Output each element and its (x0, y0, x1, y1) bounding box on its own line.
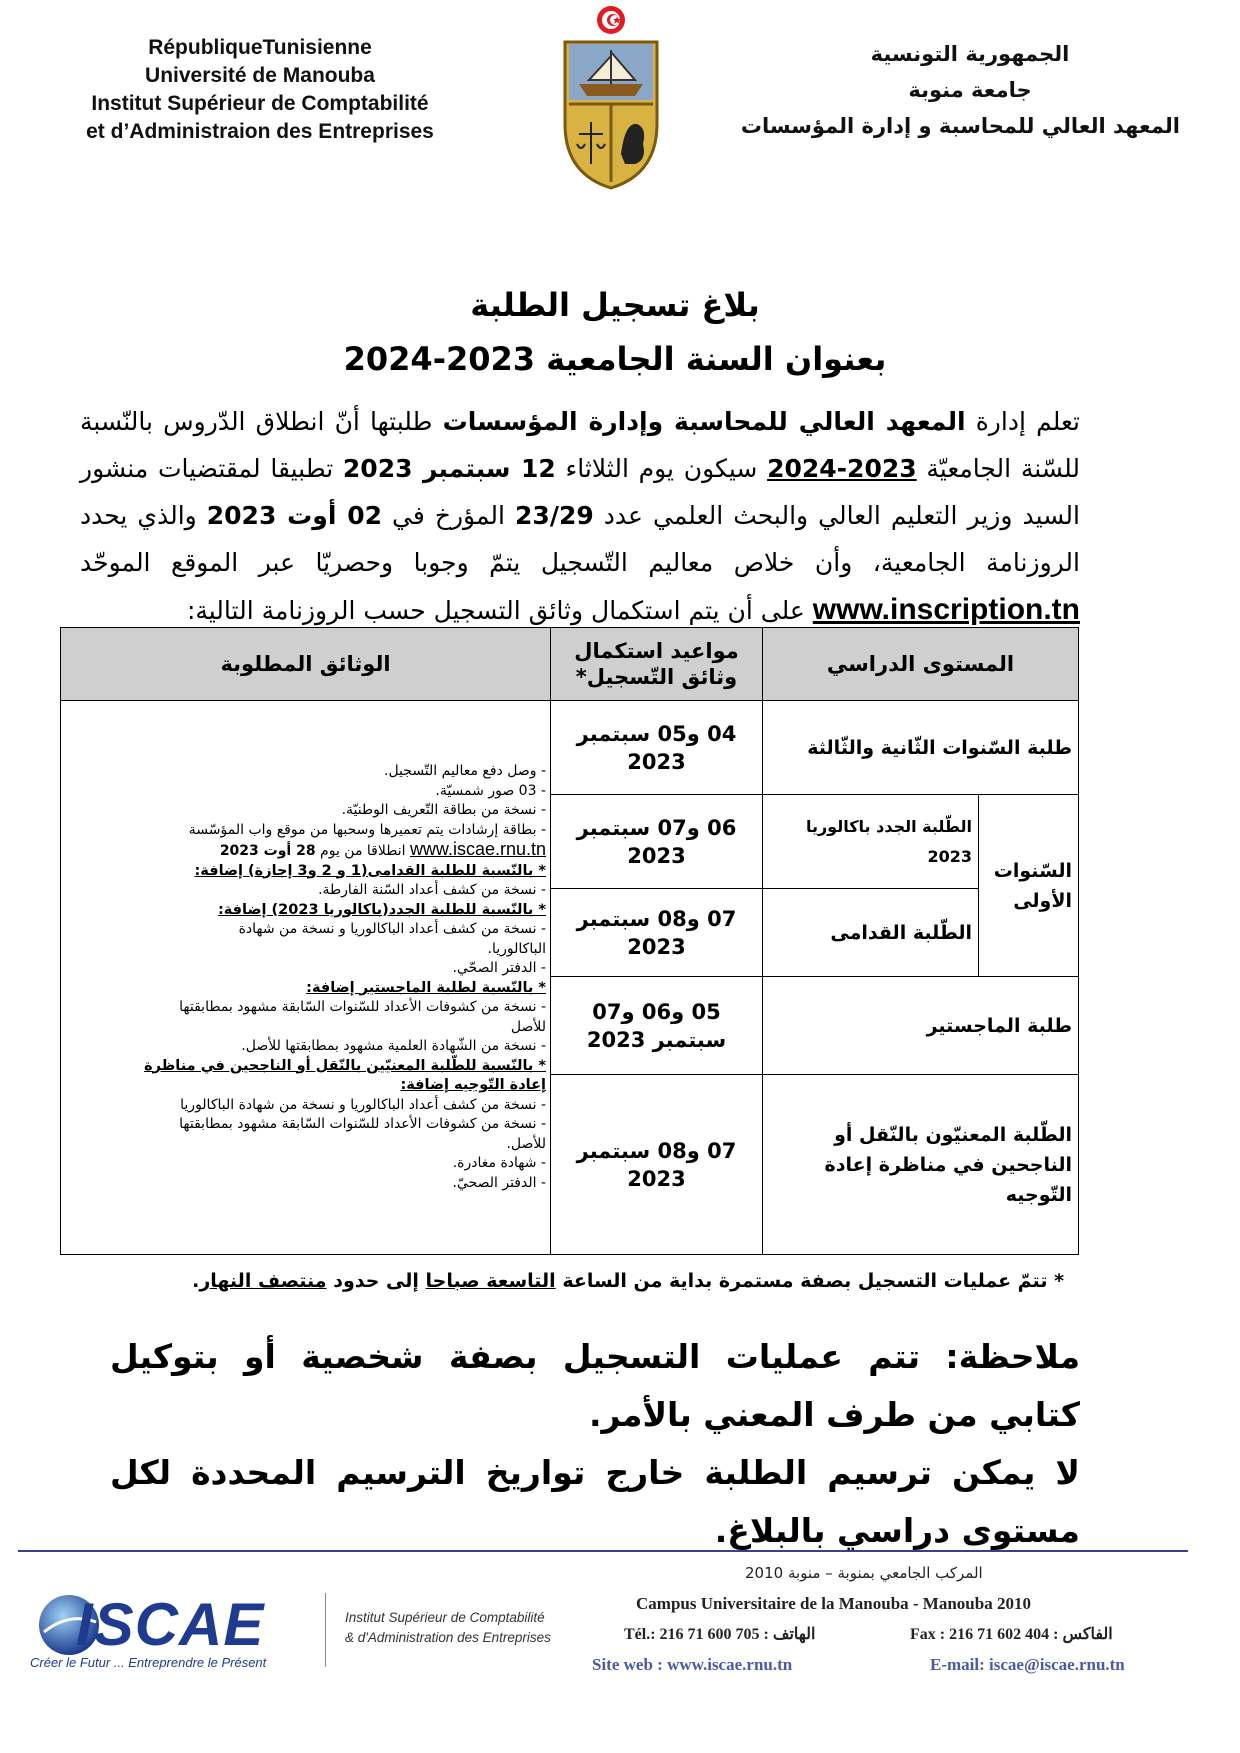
doc-item (65, 840, 546, 862)
header-arabic (740, 36, 1180, 144)
note-proxy: ملاحظة: تتم عمليات التسجيل بصفة شخصية أو بتوكيل كتابي من طرف المعني بالأمر. (110, 1337, 1080, 1434)
note-text: * تتمّ عمليات التسجيل بصفة مستمرة بداية من الساعة (555, 1270, 1064, 1292)
sub-level-cell: الطّلبة القدامى (763, 889, 979, 977)
intro-text: على أن يتم استكمال وثائق التسجيل حسب الروزنامة التالية: (186, 596, 813, 625)
intro-text: والذي يحدد الروزنامة الجامعية، وأن خلاص معاليم التّسجيل يتمّ وجوبا وحصريّا عبر الموقع الموحّد (80, 501, 1080, 577)
level-group-cell: السّنوات الأولى (979, 795, 1079, 977)
title-line-2: بعنوان السنة الجامعية 2023-2024 (343, 340, 887, 378)
registration-hours-note (192, 1270, 1064, 1292)
table-row (61, 701, 1079, 795)
doc-item: - نسخة من كشف أعداد الباكالوريا و نسخة من شهادة (238, 921, 546, 937)
institute-name-footer (345, 1608, 551, 1648)
important-notes (110, 1328, 1080, 1560)
note-end-time: منتصف النهار (199, 1270, 327, 1292)
academic-year: 2023-2024 (767, 454, 917, 483)
doc-text: انطلاقا من يوم (315, 843, 410, 859)
inst-line: & d'Administration des Entreprises (345, 1630, 551, 1645)
header-docs: الوثائق المطلوبة (61, 628, 551, 701)
date-cell: 07 و08 سبتمبر 2023 (551, 889, 763, 977)
date-cell: 04 و05 سبتمبر 2023 (551, 701, 763, 795)
iscae-site-link[interactable]: www.iscae.rnu.tn (409, 839, 546, 859)
note-text: . (192, 1270, 200, 1292)
registration-schedule-table (60, 627, 1079, 1255)
logo-text: ISCAE (76, 1591, 265, 1658)
date-cell: 06 و07 سبتمبر 2023 (551, 795, 763, 889)
telephone: Tél.: 216 71 600 705 : الهاتف (624, 1626, 816, 1643)
header-ar-line: جامعة منوبة (908, 78, 1032, 102)
address-arabic: المركب الجامعي بمنوبة – منوبة 2010 (745, 1564, 983, 1582)
slogan: Créer le Futur ... Entreprendre le Présent (30, 1655, 267, 1670)
doc-item: - الدفتر الصحيّ. (452, 1174, 546, 1191)
inscription-site-link[interactable]: www.inscription.tn (812, 593, 1080, 626)
doc-item: - وصل دفع معاليم التّسجيل. (384, 763, 546, 779)
note-deadline: لا يمكن ترسيم الطلبة خارج تواريخ الترسيم المحددة لكل مستوى دراسي بالبلاغ. (110, 1453, 1080, 1550)
level-cell: الطّلبة المعنيّون بالنّقل أو الناجحين في مناظرة إعادة التّوجيه (763, 1075, 1079, 1255)
doc-item: - الدفتر الصحّي. (452, 960, 546, 976)
doc-item: - شهادة مغادرة. (452, 1155, 546, 1171)
header-fr-line: et d’Administraion des Entreprises (86, 120, 434, 143)
doc-heading: * بالنّسبة لطلبة الماجستير إضافة: (306, 979, 546, 996)
website-link[interactable]: Site web : www.iscae.rnu.tn (592, 1655, 793, 1674)
header-dates: مواعيد استكمال وثائق التّسجيل* (551, 628, 763, 701)
doc-item: - نسخة من الشّهادة العلمية مشهود بمطابقتها للأصل. (241, 1038, 546, 1054)
doc-item: - بطاقة إرشادات يتم تعميرها وسحبها من موقع واب المؤسّسة (188, 821, 546, 838)
doc-date: 28 أوت 2023 (219, 843, 316, 859)
doc-heading: * بالنّسبة للطّلبة المعنيّين بالنّقل أو الناجحين في مناظرة (144, 1057, 546, 1074)
title-line-1: بلاغ تسجيل الطلبة (470, 286, 760, 324)
doc-item: - نسخة من بطاقة التّعريف الوطنيّة. (341, 802, 546, 818)
doc-heading: إعادة التّوجيه إضافة: (400, 1077, 546, 1093)
required-documents-cell (61, 701, 551, 1255)
circular-date: 02 أوت 2023 (206, 501, 382, 530)
level-cell: طلبة السّنوات الثّانية والثّالثة (763, 701, 1079, 795)
doc-item: - نسخة من كشوفات الأعداد للسّنوات السّابقة مشهود بمطابقتها (179, 999, 546, 1015)
address-french: Campus Universitaire de la Manouba - Manouba 2010 (636, 1594, 1031, 1613)
tunisia-coat-of-arms-emblem (555, 4, 667, 190)
intro-text: طلبتها أنّ انطلاق الدّروس بالنّسبة للسّنة الجامعيّة (80, 407, 1080, 483)
sub-level-cell: الطّلبة الجدد باكالوريا 2023 (763, 795, 979, 889)
header-french (40, 34, 480, 146)
intro-text: تطبيقا لمقتضيات منشور السيد وزير التعليم العالي والبحث العلمي عدد (80, 454, 1080, 530)
date-cell: 07 و08 سبتمبر 2023 (551, 1075, 763, 1255)
table-header-row (61, 628, 1079, 701)
header-ar-line: الجمهورية التونسية (870, 42, 1070, 66)
footer-divider (18, 1550, 1188, 1552)
header-fr-line: RépubliqueTunisienne (148, 36, 372, 59)
doc-item: - نسخة من كشف أعداد السّنة الفارطة. (318, 882, 546, 898)
note-text: إلى حدود (326, 1270, 426, 1292)
doc-item: للأصل (510, 1018, 546, 1035)
intro-paragraph (80, 398, 1080, 634)
start-date: 12 سبتمبر 2023 (342, 454, 556, 483)
doc-item: - 03 صور شمسيّة. (435, 782, 546, 799)
email-link[interactable]: E-mail: iscae@iscae.rnu.tn (930, 1655, 1125, 1674)
doc-item: الباكالوريا. (487, 940, 546, 957)
intro-text: تعلم إدارة (965, 407, 1080, 436)
doc-item: - نسخة من كشف أعداد الباكالوريا و نسخة من شهادة الباكالوريا (180, 1096, 546, 1113)
note-start-time: التاسعة صباحا (425, 1270, 556, 1292)
level-cell: طلبة الماجستير (763, 977, 1079, 1075)
inst-line: Institut Supérieur de Comptabilité (345, 1610, 545, 1625)
header-ar-line: المعهد العالي للمحاسبة و إدارة المؤسسات (740, 114, 1180, 138)
header-fr-line: Institut Supérieur de Comptabilité (91, 92, 429, 115)
footer-vertical-divider (325, 1593, 326, 1667)
header-level: المستوى الدراسي (763, 628, 1079, 701)
date-cell: 05 و06 و07 سبتمبر 2023 (551, 977, 763, 1075)
institute-name: المعهد العالي للمحاسبة وإدارة المؤسسات (442, 407, 966, 436)
doc-item: - نسخة من كشوفات الأعداد للسّنوات السّابقة مشهود بمطابقتها (179, 1116, 546, 1132)
intro-text: سيكون يوم الثلاثاء (555, 454, 768, 483)
doc-heading: * بالنّسبة للطلبة الجدد(باكالوريا 2023) إضافة: (217, 901, 546, 918)
doc-heading: * بالنّسبة للطلبة القدامى(1 و 2 و3 إجازة) إضافة: (194, 862, 546, 879)
fax: Fax : 216 71 602 404 : الفاكس (910, 1626, 1113, 1643)
announcement-title (200, 278, 1030, 386)
doc-item: للأصل. (506, 1135, 546, 1152)
circular-number: 23/29 (515, 501, 594, 530)
header-fr-line: Université de Manouba (145, 64, 375, 87)
intro-text: المؤرخ في (381, 501, 516, 530)
